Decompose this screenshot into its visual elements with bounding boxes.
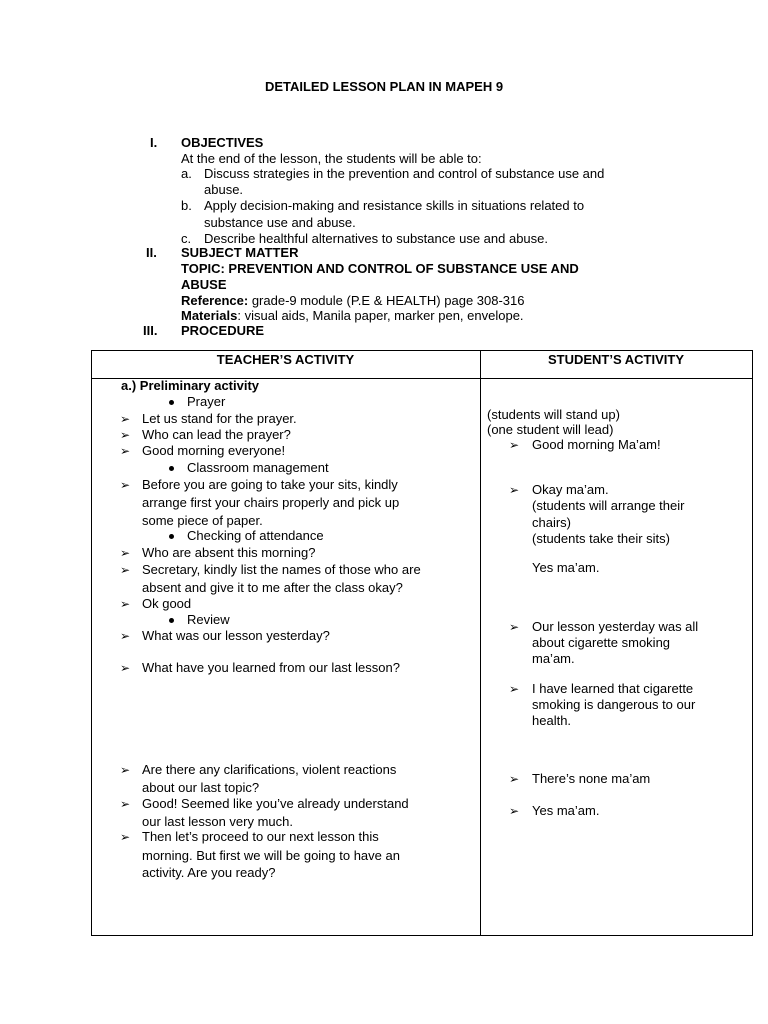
bullet-dot-icon bbox=[169, 466, 174, 471]
arrow-bullet-icon: ➢ bbox=[120, 797, 131, 811]
student-list-item: I have learned that cigarette bbox=[532, 681, 694, 696]
objectives-intro: At the end of the lesson, the students will be able to: bbox=[181, 151, 482, 166]
teacher-list-item: Secretary, kindly list the names of those who are bbox=[142, 562, 421, 577]
teacher-list-item: Are there any clarifications, violent reactions bbox=[142, 762, 397, 777]
materials-value: : visual aids, Manila paper, marker pen, envelope. bbox=[237, 308, 524, 323]
teacher-list-item: What was our lesson yesterday? bbox=[142, 628, 330, 643]
teacher-subheading: Prayer bbox=[187, 394, 226, 409]
teacher-list-item: Good! Seemed like you’ve already understand bbox=[142, 796, 409, 811]
reference-line bbox=[181, 293, 525, 309]
objective-letter-c: c. bbox=[181, 231, 192, 246]
topic-line2: ABUSE bbox=[181, 277, 227, 292]
teacher-list-item-continued: absent and give it to me after the class okay? bbox=[142, 580, 403, 595]
teacher-section-heading: a.) Preliminary activity bbox=[121, 378, 260, 393]
teacher-list-item: Ok good bbox=[142, 596, 192, 611]
objective-c-line1: Describe healthful alternatives to substance use and abuse. bbox=[204, 231, 548, 246]
teacher-list-item: What have you learned from our last lesson? bbox=[142, 660, 400, 675]
teacher-list-item-continued: arrange first your chairs properly and pick up bbox=[142, 495, 400, 510]
arrow-bullet-icon: ➢ bbox=[509, 804, 520, 818]
arrow-bullet-icon: ➢ bbox=[120, 830, 131, 844]
objective-letter-a: a. bbox=[181, 166, 192, 181]
student-list-item-continued: about cigarette smoking bbox=[532, 635, 671, 650]
student-list-item-continued: chairs) bbox=[532, 515, 572, 530]
arrow-bullet-icon: ➢ bbox=[509, 620, 520, 634]
arrow-bullet-icon: ➢ bbox=[120, 444, 131, 458]
student-activity-header: STUDENT’S ACTIVITY bbox=[547, 352, 685, 367]
student-list-item: Good morning Ma’am! bbox=[532, 437, 661, 452]
teacher-list-item: Who are absent this morning? bbox=[142, 545, 316, 560]
teacher-subheading: Review bbox=[187, 612, 230, 627]
teacher-list-item-continued: our last lesson very much. bbox=[142, 814, 294, 829]
student-list-item-continued: smoking is dangerous to our bbox=[532, 697, 696, 712]
bullet-dot-icon bbox=[169, 618, 174, 623]
arrow-bullet-icon: ➢ bbox=[120, 546, 131, 560]
bullet-dot-icon bbox=[169, 534, 174, 539]
objective-b-line2: substance use and abuse. bbox=[204, 215, 356, 230]
student-list-item-continued: (students take their sits) bbox=[532, 531, 670, 546]
teacher-activity-header: TEACHER’S ACTIVITY bbox=[216, 352, 355, 367]
objectives-numeral: I. bbox=[150, 135, 158, 150]
subject-matter-numeral: II. bbox=[146, 245, 157, 260]
arrow-bullet-icon: ➢ bbox=[120, 428, 131, 442]
arrow-bullet-icon: ➢ bbox=[509, 772, 520, 786]
teacher-list-item-continued: some piece of paper. bbox=[142, 513, 263, 528]
student-list-item-continued: ma’am. bbox=[532, 651, 575, 666]
arrow-bullet-icon: ➢ bbox=[509, 682, 520, 696]
topic-line1: TOPIC: PREVENTION AND CONTROL OF SUBSTANCE USE AND bbox=[181, 261, 579, 276]
procedure-numeral: III. bbox=[143, 323, 158, 338]
arrow-bullet-icon: ➢ bbox=[120, 478, 131, 492]
objective-letter-b: b. bbox=[181, 198, 192, 213]
arrow-bullet-icon: ➢ bbox=[120, 763, 131, 777]
table-column-divider bbox=[480, 350, 481, 935]
arrow-bullet-icon: ➢ bbox=[120, 563, 131, 577]
bullet-dot-icon bbox=[169, 400, 174, 405]
teacher-list-item: Before you are going to take your sits, kindly bbox=[142, 477, 398, 492]
teacher-list-item-continued: activity. Are you ready? bbox=[142, 865, 276, 880]
arrow-bullet-icon: ➢ bbox=[120, 661, 131, 675]
materials-line bbox=[181, 308, 524, 324]
arrow-bullet-icon: ➢ bbox=[120, 629, 131, 643]
teacher-list-item: Who can lead the prayer? bbox=[142, 427, 291, 442]
materials-label: Materials bbox=[181, 308, 238, 323]
teacher-list-item: Let us stand for the prayer. bbox=[142, 411, 297, 426]
procedure-heading: PROCEDURE bbox=[181, 323, 265, 338]
objective-a-line2: abuse. bbox=[204, 182, 244, 197]
teacher-list-item: Good morning everyone! bbox=[142, 443, 286, 458]
student-list-item: Yes ma’am. bbox=[532, 803, 600, 818]
objectives-heading: OBJECTIVES bbox=[181, 135, 264, 150]
student-list-item-continued: (students will arrange their bbox=[532, 498, 685, 513]
student-list-item: There’s none ma’am bbox=[532, 771, 651, 786]
arrow-bullet-icon: ➢ bbox=[509, 483, 520, 497]
teacher-list-item-continued: about our last topic? bbox=[142, 780, 260, 795]
objective-b-line1: Apply decision-making and resistance skills in situations related to bbox=[204, 198, 585, 213]
document-title: DETAILED LESSON PLAN IN MAPEH 9 bbox=[264, 79, 504, 94]
reference-value: grade-9 module (P.E & HEALTH) page 308-316 bbox=[248, 293, 525, 308]
teacher-subheading: Classroom management bbox=[187, 460, 329, 475]
arrow-bullet-icon: ➢ bbox=[120, 412, 131, 426]
student-list-item-continued: Yes ma’am. bbox=[532, 560, 600, 575]
student-list-item: Our lesson yesterday was all bbox=[532, 619, 699, 634]
arrow-bullet-icon: ➢ bbox=[120, 597, 131, 611]
teacher-list-item-continued: morning. But first we will be going to have an bbox=[142, 848, 400, 863]
student-list-item-continued: health. bbox=[532, 713, 572, 728]
arrow-bullet-icon: ➢ bbox=[509, 438, 520, 452]
student-note: (one student will lead) bbox=[487, 422, 614, 437]
reference-label: Reference: bbox=[181, 293, 249, 308]
student-note: (students will stand up) bbox=[487, 407, 620, 422]
subject-matter-heading: SUBJECT MATTER bbox=[181, 245, 299, 260]
objective-a-line1: Discuss strategies in the prevention and control of substance use and bbox=[204, 166, 605, 181]
teacher-list-item: Then let’s proceed to our next lesson this bbox=[142, 829, 379, 844]
teacher-subheading: Checking of attendance bbox=[187, 528, 324, 543]
student-list-item: Okay ma’am. bbox=[532, 482, 609, 497]
